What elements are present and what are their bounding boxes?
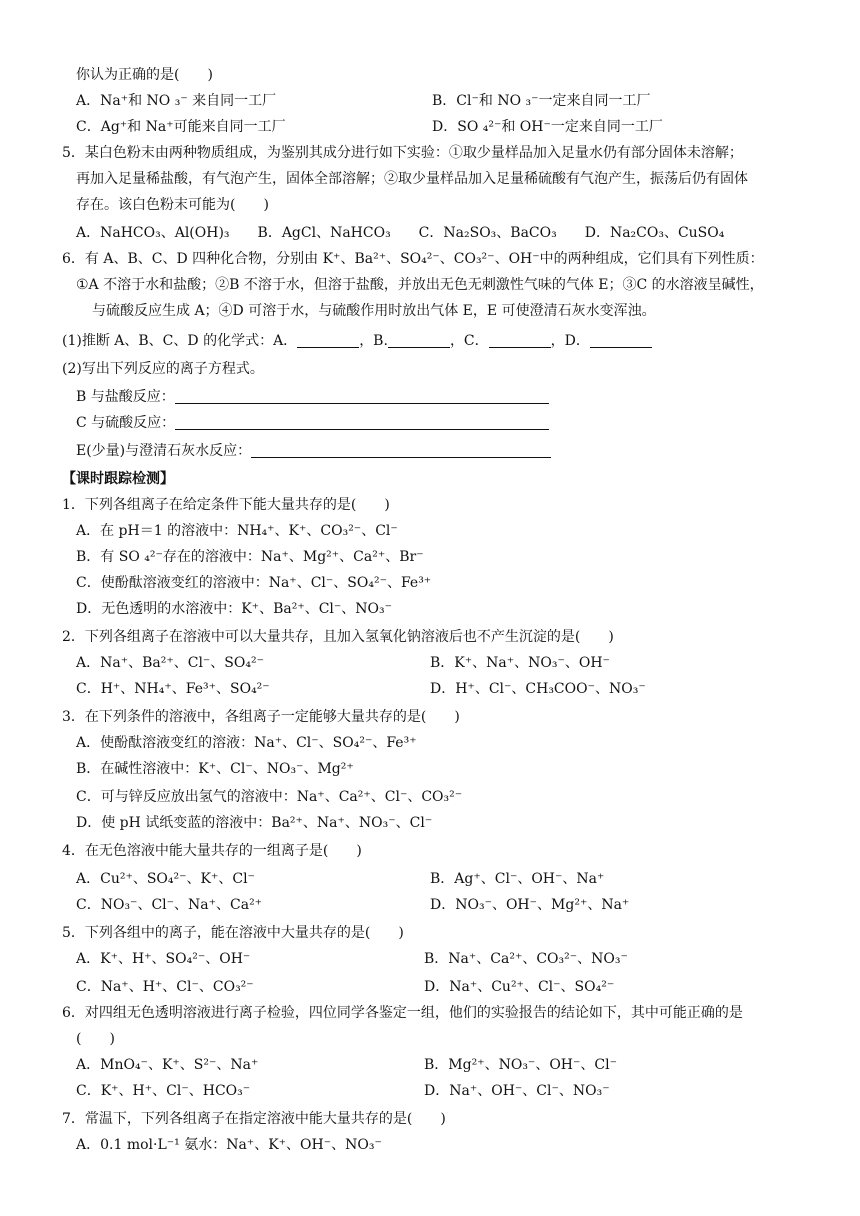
test-4-option-b: B．Ag⁺、Cl⁻、OH⁻、Na⁺ — [430, 871, 605, 887]
test-4-option-c: C．NO₃⁻、Cl⁻、Na⁺、Ca²⁺ — [76, 897, 263, 913]
question-5-stem-cont: 再加入足量稀盐酸，有气泡产生，固体全部溶解；②取少量样品加入足量稀硫酸有气泡产生，振荡后仍有固体 — [76, 171, 748, 187]
reaction-label: E(少量)与澄清石灰水反应： — [76, 443, 252, 459]
reaction-label: B 与盐酸反应： — [76, 389, 175, 405]
blank-label-c: ，C． — [449, 333, 489, 349]
test-1-option-a: A．在 pH＝1 的溶液中：NH₄⁺、K⁺、CO₃²⁻、Cl⁻ — [76, 523, 398, 539]
answer-blank-a[interactable] — [297, 333, 359, 348]
part1-label: (1)推断 A、B、C、D 的化学式：A． — [62, 333, 298, 349]
reaction-label: C 与硫酸反应： — [76, 415, 176, 431]
test-1-option-c: C．使酚酞溶液变红的溶液中：Na⁺、Cl⁻、SO₄²⁻、Fe³⁺ — [76, 575, 432, 591]
answer-blank-b[interactable] — [388, 333, 450, 348]
test-5-option-c: C．Na⁺、H⁺、Cl⁻、CO₃²⁻ — [76, 979, 254, 995]
reaction-line-2 — [76, 414, 549, 432]
test-3-stem: 3．在下列条件的溶液中，各组离子一定能够大量共存的是( ) — [62, 709, 460, 725]
test-1-stem: 1．下列各组离子在给定条件下能大量共存的是( ) — [62, 497, 390, 513]
test-2-option-d: D．H⁺、Cl⁻、CH₃COO⁻、NO₃⁻ — [430, 681, 646, 697]
test-1-option-b: B．有 SO ₄²⁻存在的溶液中：Na⁺、Mg²⁺、Ca²⁺、Br⁻ — [76, 549, 424, 565]
test-5-option-a: A．K⁺、H⁺、SO₄²⁻、OH⁻ — [76, 951, 251, 967]
test-4-stem: 4．在无色溶液中能大量共存的一组离子是( ) — [62, 843, 362, 859]
answer-blank-d[interactable] — [590, 333, 652, 348]
test-3-option-b: B．在碱性溶液中：K⁺、Cl⁻、NO₃⁻、Mg²⁺ — [76, 761, 354, 777]
test-6-option-d: D．Na⁺、OH⁻、Cl⁻、NO₃⁻ — [424, 1083, 610, 1099]
question-6-stem-cont: 与硫酸反应生成 A；④D 可溶于水，与硫酸作用时放出气体 E，E 可使澄清石灰水变浑浊。 — [92, 303, 656, 319]
question-5-stem-cont: 存在。该白色粉末可能为( ) — [76, 197, 269, 213]
test-6-answer-paren: ( ) — [76, 1031, 115, 1047]
test-5-option-d: D．Na⁺、Cu²⁺、Cl⁻、SO₄²⁻ — [424, 979, 615, 995]
test-3-option-c: C．可与锌反应放出氢气的溶液中：Na⁺、Ca²⁺、Cl⁻、CO₃²⁻ — [76, 789, 463, 805]
option-a: A．Na⁺和 NO ₃⁻ 来自同一工厂 — [76, 93, 277, 109]
question-text: 你认为正确的是( ) — [76, 67, 213, 83]
answer-blank-reaction-1[interactable] — [175, 389, 549, 404]
reaction-line-3 — [76, 442, 551, 460]
test-2-option-c: C．H⁺、NH₄⁺、Fe³⁺、SO₄²⁻ — [76, 681, 270, 697]
test-6-option-a: A．MnO₄⁻、K⁺、S²⁻、Na⁺ — [76, 1057, 259, 1073]
option-d: D．SO ₄²⁻和 OH⁻一定来自同一工厂 — [432, 119, 663, 135]
test-5-stem: 5．下列各组中的离子，能在溶液中大量共存的是( ) — [62, 925, 404, 941]
option-c: C．Ag⁺和 Na⁺可能来自同一工厂 — [76, 119, 286, 135]
test-1-option-d: D．无色透明的水溶液中：K⁺、Ba²⁺、Cl⁻、NO₃⁻ — [76, 601, 393, 617]
test-3-option-a: A．使酚酞溶液变红的溶液：Na⁺、Cl⁻、SO₄²⁻、Fe³⁺ — [76, 735, 417, 751]
question-6-part1 — [62, 332, 652, 350]
blank-label-d: ，D． — [550, 333, 590, 349]
test-6-option-c: C．K⁺、H⁺、Cl⁻、HCO₃⁻ — [76, 1083, 251, 1099]
answer-blank-reaction-2[interactable] — [175, 415, 549, 430]
test-4-option-d: D．NO₃⁻、OH⁻、Mg²⁺、Na⁺ — [430, 897, 630, 913]
test-6-stem: 6．对四组无色透明溶液进行离子检验，四位同学各鉴定一组，他们的实验报告的结论如下，其中可能正确的是 — [62, 1005, 743, 1021]
question-5-stem: 5．某白色粉末由两种物质组成，为鉴别其成分进行如下实验：①取少量样品加入足量水仍有部分固体未溶解； — [62, 145, 743, 161]
test-7-option-a: A．0.1 mol·L⁻¹ 氨水：Na⁺、K⁺、OH⁻、NO₃⁻ — [76, 1137, 382, 1153]
test-7-stem: 7．常温下，下列各组离子在指定溶液中能大量共存的是( ) — [62, 1111, 446, 1127]
question-6-part2: (2)写出下列反应的离子方程式。 — [62, 361, 264, 377]
blank-label-b: ，B. — [359, 333, 388, 349]
test-4-option-a: A．Cu²⁺、SO₄²⁻、K⁺、Cl⁻ — [76, 871, 255, 887]
question-5-options: A．NaHCO₃、Al(OH)₃ B．AgCl、NaHCO₃ C．Na₂SO₃、BaCO₃ D．Na₂CO₃、CuSO₄ — [76, 225, 725, 241]
test-2-option-a: A．Na⁺、Ba²⁺、Cl⁻、SO₄²⁻ — [76, 655, 264, 671]
test-5-option-b: B．Na⁺、Ca²⁺、CO₃²⁻、NO₃⁻ — [424, 951, 628, 967]
answer-blank-c[interactable] — [489, 333, 551, 348]
question-6-stem: 6．有 A、B、C、D 四种化合物，分别由 K⁺、Ba²⁺、SO₄²⁻、CO₃²⁻、OH⁻中的两种组成，它们具有下列性质： — [62, 251, 764, 267]
answer-blank-reaction-3[interactable] — [251, 443, 551, 458]
option-b: B．Cl⁻和 NO ₃⁻一定来自同一工厂 — [432, 93, 651, 109]
test-2-stem: 2．下列各组离子在溶液中可以大量共存，且加入氢氧化钠溶液后也不产生沉淀的是( ) — [62, 629, 614, 645]
test-3-option-d: D．使 pH 试纸变蓝的溶液中：Ba²⁺、Na⁺、NO₃⁻、Cl⁻ — [76, 815, 433, 831]
reaction-line-1 — [76, 388, 549, 406]
test-6-option-b: B．Mg²⁺、NO₃⁻、OH⁻、Cl⁻ — [424, 1057, 617, 1073]
test-2-option-b: B．K⁺、Na⁺、NO₃⁻、OH⁻ — [430, 655, 610, 671]
section-title: 【课时跟踪检测】 — [62, 471, 174, 487]
question-6-stem-cont: ①A 不溶于水和盐酸；②B 不溶于水，但溶于盐酸，并放出无色无刺激性气味的气体 E；③C 的水溶液呈碱性， — [76, 277, 764, 293]
